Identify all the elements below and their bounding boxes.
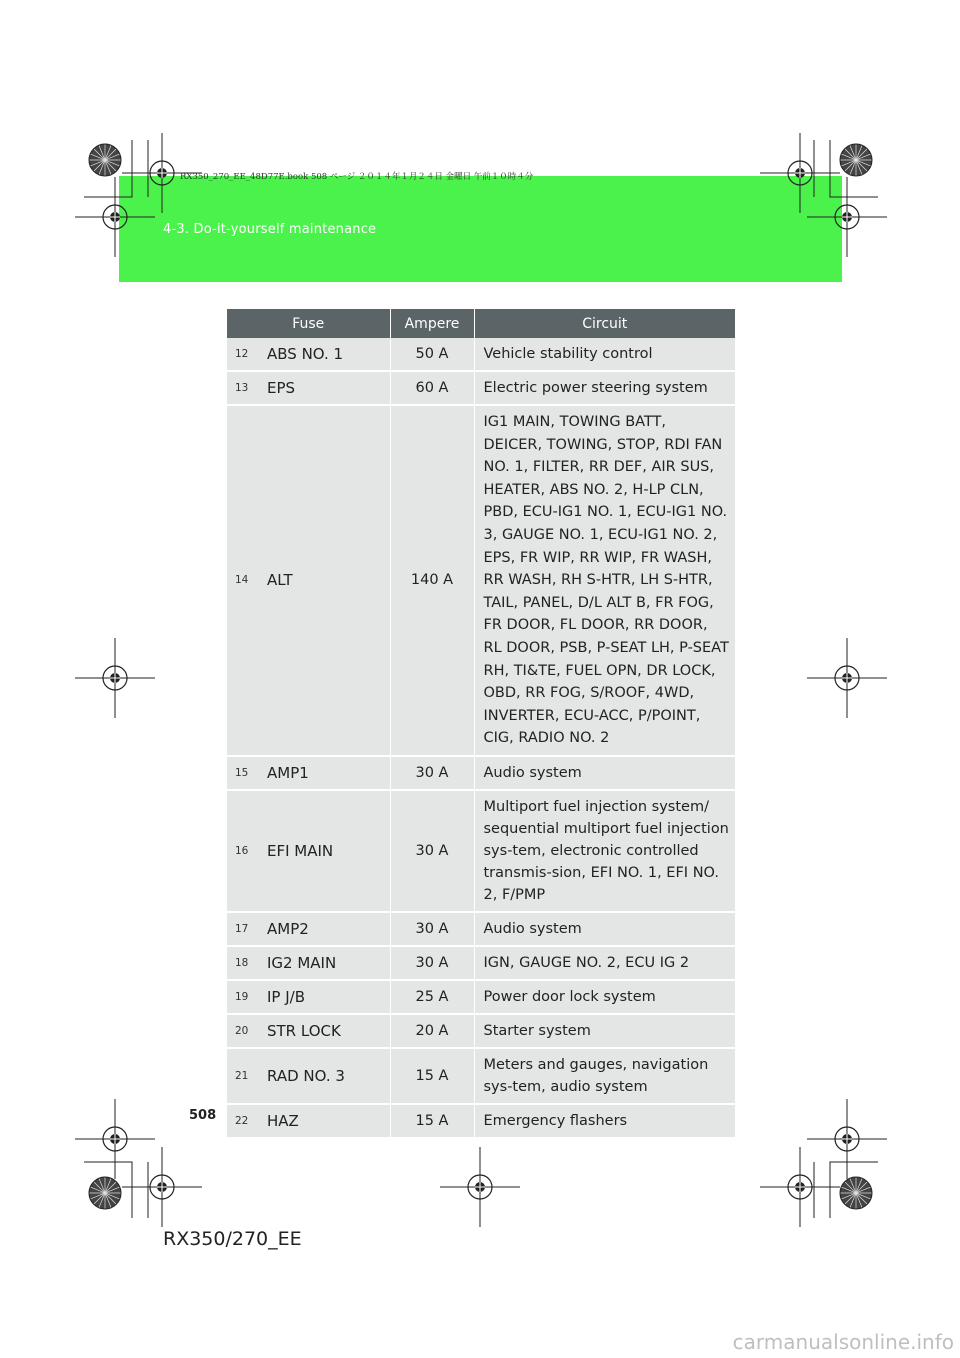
fuse-number: 14 [235,574,249,587]
ampere-cell: 15 A [390,1048,474,1104]
circuit-cell: IG1 MAIN, TOWING BATT, DEICER, TOWING, STOP, RDI FAN NO. 1, FILTER, RR DEF, AIR SUS, HEATER, ABS NO. 2, H-LP CLN, PBD, ECU-IG1 NO. 1, ECU-IG1 NO. 3, GAUGE NO. 1, ECU-IG1 NO. 2, EPS, FR WIP, RR WIP, FR WASH, RR WASH, RH S-HTR, LH S-HTR, TAIL, PANEL, D/L ALT B, FR FOG, FR DOOR, FL DOOR, RR DOOR, RL DOOR, PSB, P-SEAT LH, P-SEAT RH, TI&TE, FUEL OPN, DR LOCK, OBD, RR FOG, S/ROOF, 4WD, INVERTER, ECU-ACC, P/POINT, CIG, RADIO NO. 2 [474,405,735,756]
fuse-name: ALT [267,571,293,590]
fuse-number: 21 [235,1069,249,1082]
column-header-circuit: Circuit [474,309,735,338]
circuit-cell: Starter system [474,1014,735,1048]
fuse-name: RAD NO. 3 [267,1066,345,1085]
ampere-cell: 15 A [390,1104,474,1138]
fuse-name: AMP2 [267,919,309,938]
site-watermark: carmanualsonline.info [732,1330,954,1354]
fuse-number: 15 [235,766,249,779]
circuit-cell: Audio system [474,912,735,946]
fuse-name: EPS [267,379,296,397]
column-header-ampere: Ampere [390,309,474,338]
fuse-number: 16 [235,844,249,857]
ampere-cell: 30 A [390,946,474,980]
fuse-number: 12 [235,348,249,360]
registration-mark-group [75,133,887,1227]
ampere-cell: 20 A [390,1014,474,1048]
circuit-cell: Meters and gauges, navigation sys-tem, audio system [474,1048,735,1104]
ampere-cell: 30 A [390,790,474,912]
fuse-name: STR LOCK [267,1021,341,1040]
circuit-cell: Multiport fuel injection system/ sequential multiport fuel injection sys-tem, electronic controlled transmis-sion, EFI NO. 1, EFI NO. 2, F/PMP [474,790,735,912]
fuse-number: 17 [235,922,249,935]
fuse-name: AMP1 [267,763,309,782]
fuse-name: EFI MAIN [267,841,334,860]
section-title: 4-3. Do-it-yourself maintenance [163,222,377,237]
fuse-name: ABS NO. 1 [267,345,344,363]
ampere-cell: 60 A [390,371,474,405]
circuit-cell: Power door lock system [474,980,735,1014]
circuit-cell: Electric power steering system [474,371,735,405]
column-header-fuse: Fuse [227,309,390,338]
print-metadata: RX350_270_EE_48D77E.book 508 ページ ２０１４年１月２４日 金曜日 午前１０時４分 [180,172,534,182]
fuse-name: IP J/B [267,987,306,1006]
circuit-cell: Audio system [474,756,735,790]
ampere-cell: 140 A [390,405,474,756]
ampere-cell: 30 A [390,912,474,946]
page-number: 508 [189,1108,217,1123]
fuse-number: 22 [235,1114,249,1127]
ampere-cell: 30 A [390,756,474,790]
circuit-cell: IGN, GAUGE NO. 2, ECU IG 2 [474,946,735,980]
fuse-name: IG2 MAIN [267,953,337,972]
model-code: RX350/270_EE [163,1228,302,1250]
ampere-cell: 25 A [390,980,474,1014]
fuse-number: 13 [235,382,249,394]
circuit-cell: Vehicle stability control [474,338,735,371]
fuse-number: 18 [235,956,249,969]
fuse-number: 19 [235,990,249,1003]
ampere-cell: 50 A [390,338,474,371]
circuit-cell: Emergency flashers [474,1104,735,1138]
fuse-number: 20 [235,1024,249,1037]
fuse-name: HAZ [267,1111,299,1130]
